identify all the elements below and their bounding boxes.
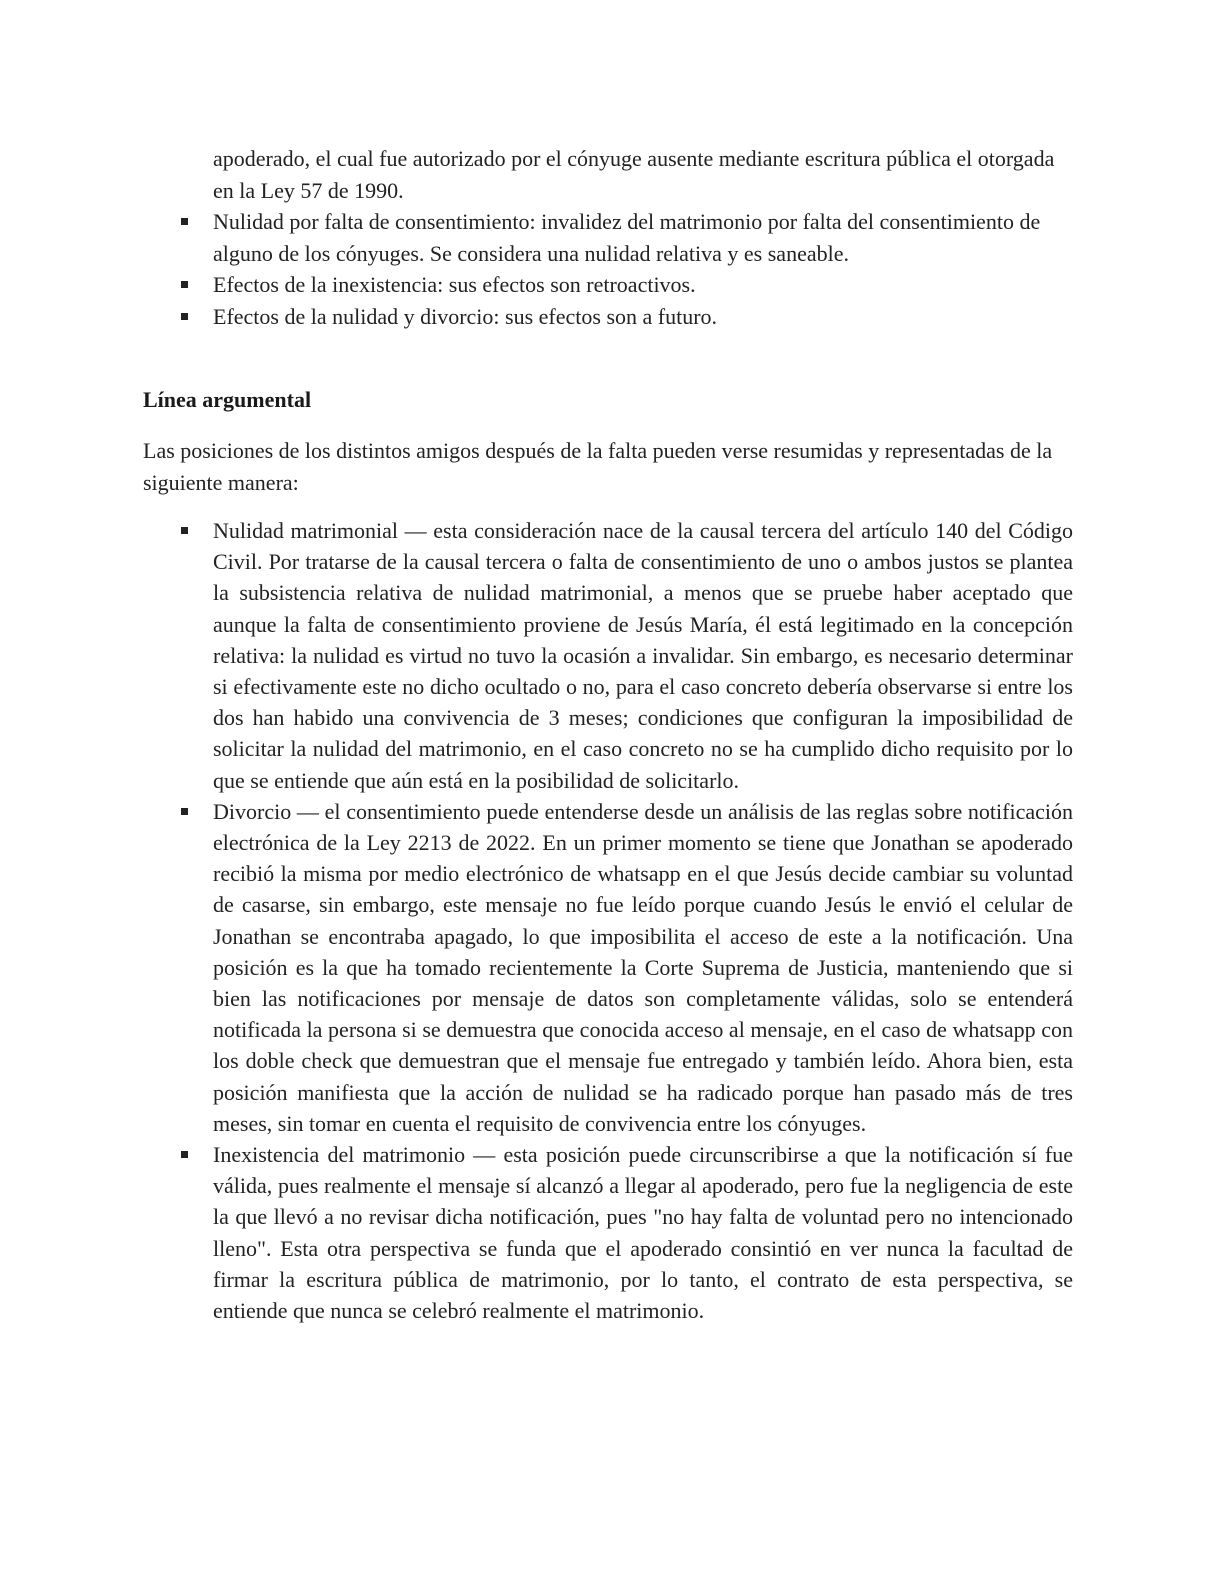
list-item-text: Nulidad por falta de consentimiento: invalidez del matrimonio por falta del consentimiento de alguno de los cónyuges. Se considera una nulidad relativa y es saneable. — [213, 209, 1041, 266]
bullet-icon — [181, 281, 188, 288]
list-item — [143, 269, 1073, 301]
list-item — [143, 515, 1073, 796]
bullet-icon — [181, 527, 188, 534]
section-heading: Línea argumental — [143, 387, 312, 412]
bullet-icon — [181, 808, 188, 815]
bullet-icon — [181, 1151, 188, 1158]
continuation-paragraph: apoderado, el cual fue autorizado por el cónyuge ausente mediante escritura pública el otorgada en la Ley 57 de 1990. — [213, 146, 1055, 203]
list-item-text: Efectos de la inexistencia: sus efectos son retroactivos. — [213, 272, 696, 297]
bullet-icon — [181, 218, 188, 225]
list-item-text: Divorcio — el consentimiento puede entenderse desde un análisis de las reglas sobre notificación electrónica de la Ley 2213 de 2022. En un primer momento se tiene que Jonathan se apoderado recibió la misma por medio electrónico de whatsapp en el que Jesús decide cambiar su voluntad de casarse, sin embargo, este mensaje no fue leído porque cuando Jesús le envió el celular de Jonathan se encontraba apagado, lo que imposibilita el acceso de este a la notificación. Una posición es la que ha tomado recientemente la Corte Suprema de Justicia, manteniendo que si bien las notificaciones por mensaje de datos son completamente válidas, solo se entenderá notificada la persona si se demuestra que conocida acceso al mensaje, en el caso de whatsapp con los doble check que demuestran que el mensaje fue entregado y también leído. Ahora bien, esta posición manifiesta que la acción de nulidad se ha radicado porque han pasado más de tres meses, sin tomar en cuenta el requisito de convivencia entre los cónyuges. — [213, 798, 1073, 1136]
list-item — [143, 301, 1073, 333]
bullet-icon — [181, 313, 188, 320]
list-item — [143, 206, 1073, 269]
summary-bullet-list — [143, 206, 1073, 332]
arguments-bullet-list — [143, 515, 1073, 1326]
intro-paragraph: Las posiciones de los distintos amigos después de la falta pueden verse resumidas y representadas de la siguiente manera: — [143, 438, 1053, 495]
list-item-text: Inexistencia del matrimonio — esta posición puede circunscribirse a que la notificación sí fue válida, pues realmente el mensaje sí alcanzó a llegar al apoderado, pero fue la negligencia de este la que llevó a no revisar dicha notificación, pues "no hay falta de voluntad pero no intencionado lleno". Esta otra perspectiva se funda que el apoderado consintió en ver nunca la facultad de firmar la escritura pública de matrimonio, por lo tanto, el contrato de esta perspectiva, se entiende que nunca se celebró realmente el matrimonio. — [213, 1142, 1073, 1324]
list-item-text: Nulidad matrimonial — esta consideración nace de la causal tercera del artículo 140 del Código Civil. Por tratarse de la causal tercera o falta de consentimiento de uno o ambos justos se plantea la subsistencia relativa de nulidad matrimonial, a menos que se pruebe haber aceptado que aunque la falta de consentimiento proviene de Jesús María, él está legitimado en la concepción relativa: la nulidad es virtud no tuvo la ocasión a invalidar. Sin embargo, es necesario determinar si efectivamente este no dicho ocultado o no, para el caso concreto debería observarse si entre los dos han habido una convivencia de 3 meses; condiciones que configuran la imposibilidad de solicitar la nulidad del matrimonio, en el caso concreto no se ha cumplido dicho requisito por lo que se entiende que aún está en la posibilidad de solicitarlo. — [213, 518, 1073, 793]
list-item-text: Efectos de la nulidad y divorcio: sus efectos son a futuro. — [213, 303, 718, 329]
list-item — [143, 1139, 1073, 1326]
list-item — [143, 796, 1073, 1139]
